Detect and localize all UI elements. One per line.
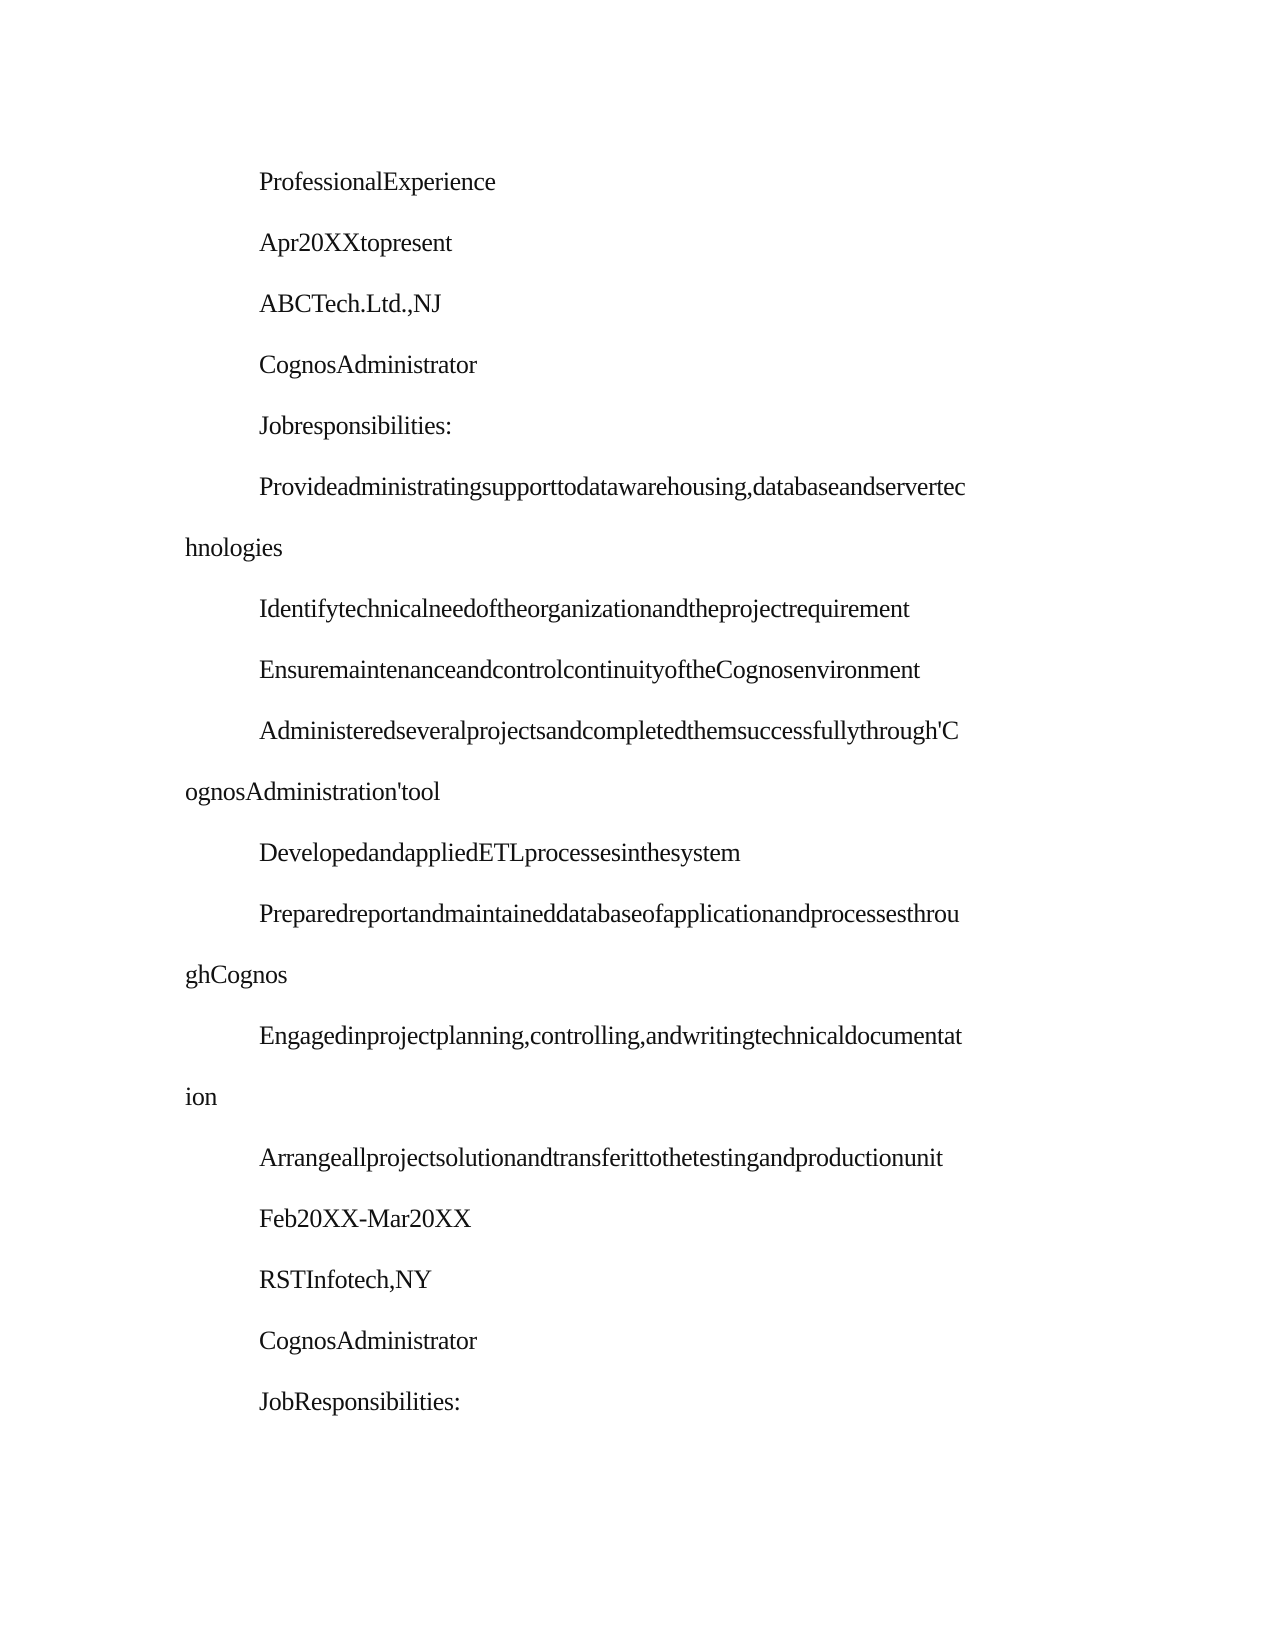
- job1-line: Identifytechnicalneedoftheorganizationandtheprojectrequirement: [259, 594, 910, 623]
- job1-line: Preparedreportandmaintaineddatabaseofapplicationandprocessesthrou: [259, 899, 960, 928]
- job1-line: Administeredseveralprojectsandcompletedthemsuccessfullythrough'C: [259, 716, 959, 745]
- job1-line: ghCognos: [185, 960, 288, 989]
- job1-line: hnologies: [185, 533, 283, 562]
- job1-line: Arrangeallprojectsolutionandtransferittothetestingandproductionunit: [259, 1143, 943, 1172]
- job1-line: Engagedinprojectplanning,controlling,andwritingtechnicaldocumentat: [259, 1021, 962, 1050]
- job2-title: CognosAdministrator: [259, 1326, 477, 1355]
- job1-line: ognosAdministration'tool: [185, 777, 441, 806]
- job1-dates: Apr20XXtopresent: [259, 228, 452, 257]
- job1-title: CognosAdministrator: [259, 350, 477, 379]
- section-heading: ProfessionalExperience: [259, 167, 496, 196]
- job1-line: DevelopedandappliedETLprocessesinthesystem: [259, 838, 741, 867]
- job1-line: EnsuremaintenanceandcontrolcontinuityoftheCognosenvironment: [259, 655, 920, 684]
- job2-responsibilities-label: JobResponsibilities:: [259, 1387, 461, 1416]
- job2-dates: Feb20XX-Mar20XX: [259, 1204, 472, 1233]
- job1-line: ion: [185, 1082, 218, 1111]
- job2-company: RSTInfotech,NY: [259, 1265, 432, 1294]
- job1-company: ABCTech.Ltd.,NJ: [259, 289, 442, 318]
- job1-line: Provideadministratingsupporttodatawarehousing,databaseandservertec: [259, 472, 966, 501]
- job1-responsibilities-label: Jobresponsibilities:: [259, 411, 452, 440]
